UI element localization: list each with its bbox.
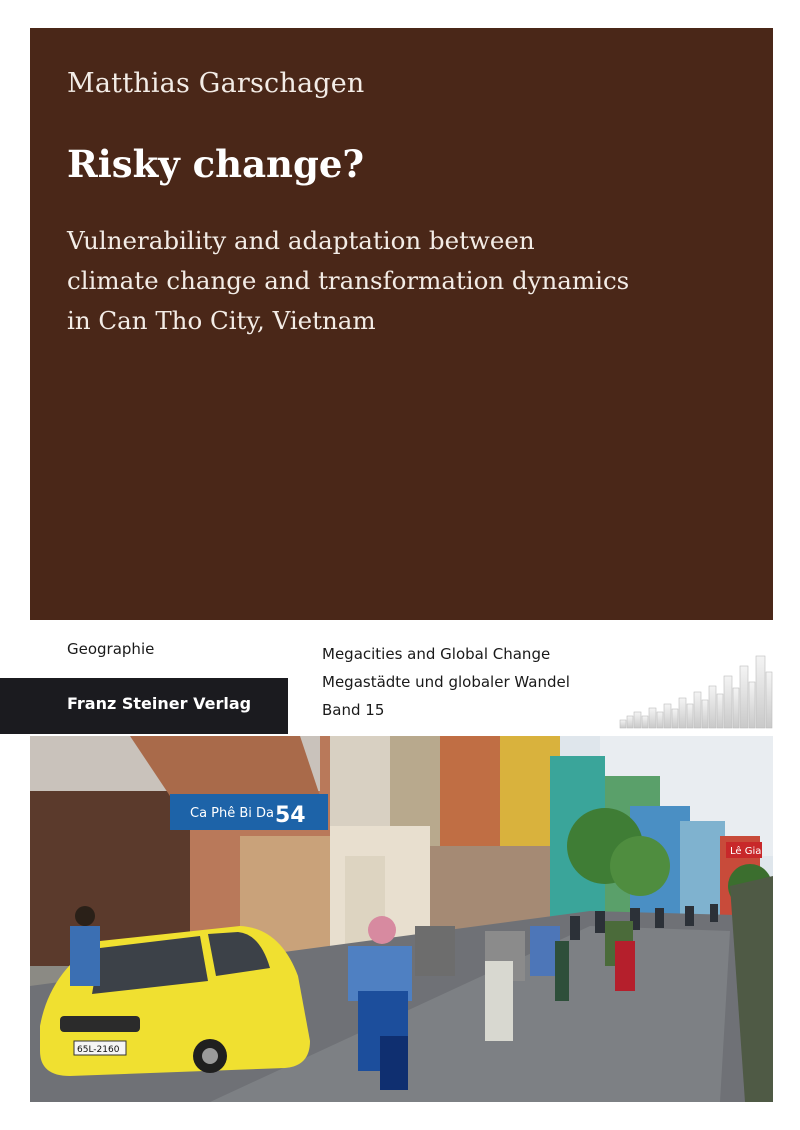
license-plate: 65L-2160 [77,1045,120,1055]
street-flood-photo [30,736,773,1102]
publisher-name: Franz Steiner Verlag [67,694,252,713]
subtitle-line: Vulnerability and adaptation between [67,226,535,255]
series-info [322,640,570,724]
store-sign-text: Lê Gia [730,846,762,857]
series-name-de: Megastädte und globaler Wandel [322,673,570,691]
shop-sign-number: 54 [275,803,306,828]
series-name-en: Megacities and Global Change [322,645,551,663]
shop-sign-text: Ca Phê Bi Da [190,806,275,821]
subtitle-line: climate change and transformation dynamics [67,266,630,295]
skyline-logo-icon [618,652,774,730]
subtitle-line: in Can Tho City, Vietnam [67,306,376,335]
author-name: Matthias Garschagen [67,68,365,99]
subject-label: Geographie [67,640,155,658]
series-volume: Band 15 [322,701,385,719]
book-subtitle [67,221,707,341]
title-panel [30,28,773,620]
book-title: Risky change? [67,142,365,186]
